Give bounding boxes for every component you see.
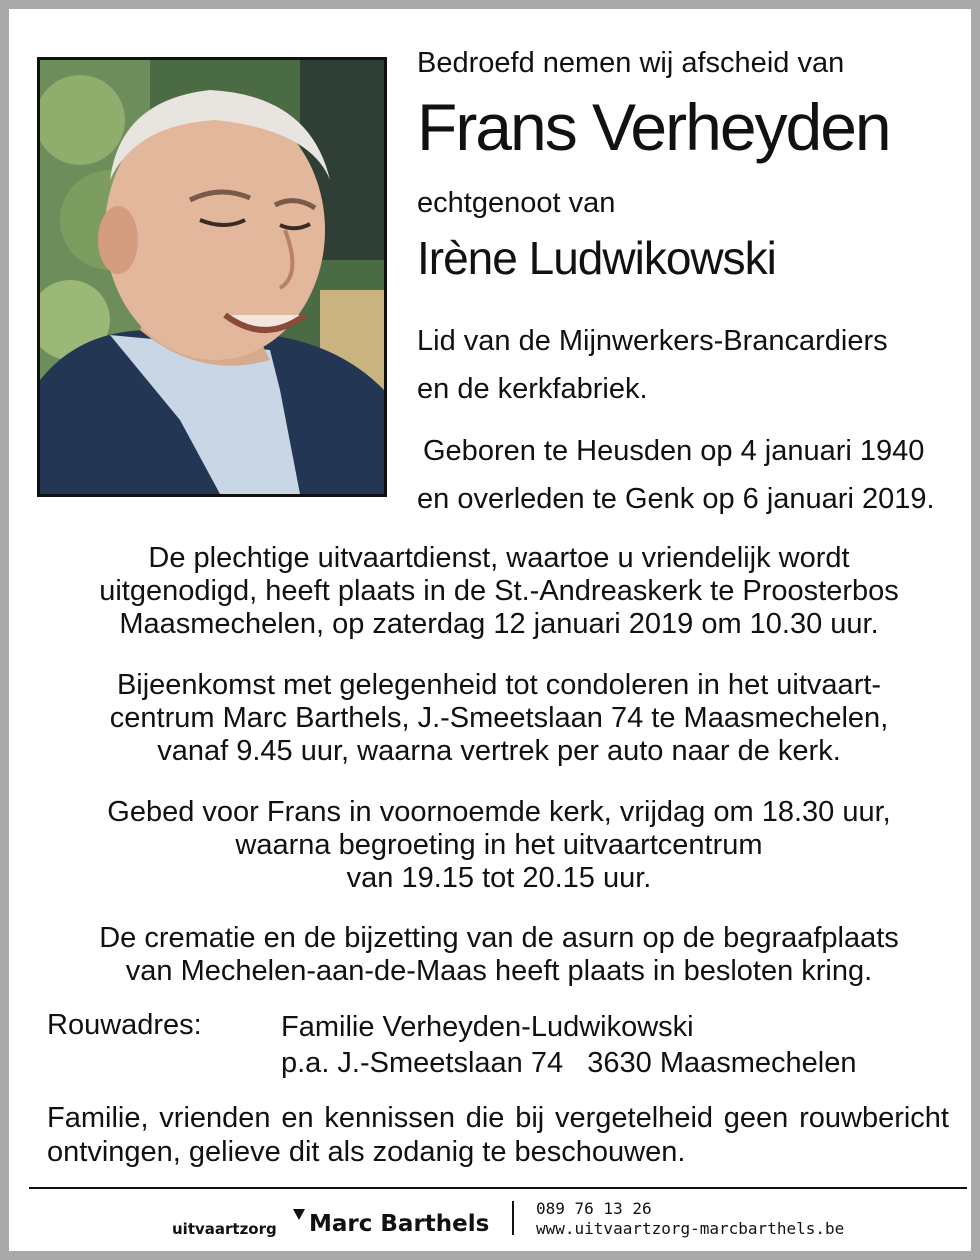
mourning-address [281, 1009, 857, 1081]
service-paragraph [39, 542, 959, 641]
brand-name: Marc Barthels [309, 1211, 490, 1237]
death-line: en overleden te Genk op 6 januari 2019. [417, 483, 935, 515]
triangle-logo-icon [293, 1209, 305, 1221]
prayer-paragraph [39, 796, 959, 895]
prayer-line: waarna begroeting in het uitvaartcentrum [235, 829, 763, 861]
service-line: Maasmechelen, op zaterdag 12 januari 2019 om 10.30 uur. [119, 608, 879, 640]
service-line: De plechtige uitvaartdienst, waartoe u vriendelijk wordt [148, 542, 850, 574]
prayer-line: Gebed voor Frans in voornoemde kerk, vrijdag om 18.30 uur, [107, 796, 891, 828]
footer-separator [512, 1201, 514, 1235]
life-dates [417, 427, 935, 523]
phone-number: 089 76 13 26 [536, 1199, 652, 1218]
service-line: uitgenodigd, heeft plaats in de St.-Andreaskerk te Proosterbos [99, 575, 899, 607]
membership-text [417, 317, 888, 413]
cremation-line: De crematie en de bijzetting van de asurn op de begraafplaats [99, 922, 899, 954]
address-line-2: p.a. J.-Smeetslaan 74 3630 Maasmechelen [281, 1047, 857, 1079]
birth-line: Geboren te Heusden op 4 januari 1940 [423, 435, 925, 467]
gathering-line: vanaf 9.45 uur, waarna vertrek per auto naar de kerk. [157, 735, 841, 767]
gathering-paragraph [39, 669, 959, 768]
gathering-line: Bijeenkomst met gelegenheid tot condoleren in het uitvaart- [116, 669, 882, 701]
website-link[interactable]: www.uitvaartzorg-marcbarthels.be [536, 1219, 845, 1238]
cremation-paragraph [39, 922, 959, 988]
membership-line-1: Lid van de Mijnwerkers-Brancardiers [417, 325, 888, 357]
closing-note: Familie, vrienden en kennissen die bij vergetelheid geen rouwbericht ontvingen, gelieve dit als zodanig te beschouwen. [47, 1102, 949, 1168]
cremation-line: van Mechelen-aan-de-Maas heeft plaats in besloten kring. [125, 955, 873, 987]
gathering-line: centrum Marc Barthels, J.-Smeetslaan 74 te Maasmechelen, [109, 702, 889, 734]
address-label: Rouwadres: [47, 1009, 202, 1041]
contact-info [536, 1199, 844, 1239]
deceased-name: Frans Verheyden [417, 90, 890, 164]
spouse-name: Irène Ludwikowski [417, 232, 776, 284]
brand-prefix: uitvaartzorg [172, 1220, 277, 1238]
spouse-intro-text: echtgenoot van [417, 187, 616, 219]
prayer-line: van 19.15 tot 20.15 uur. [346, 862, 652, 894]
membership-line-2: en de kerkfabriek. [417, 373, 648, 405]
intro-text: Bedroefd nemen wij afscheid van [417, 47, 845, 79]
footer-divider [29, 1187, 967, 1189]
address-line-1: Familie Verheyden-Ludwikowski [281, 1011, 694, 1043]
portrait-photo [37, 57, 387, 497]
portrait-illustration [40, 60, 384, 494]
